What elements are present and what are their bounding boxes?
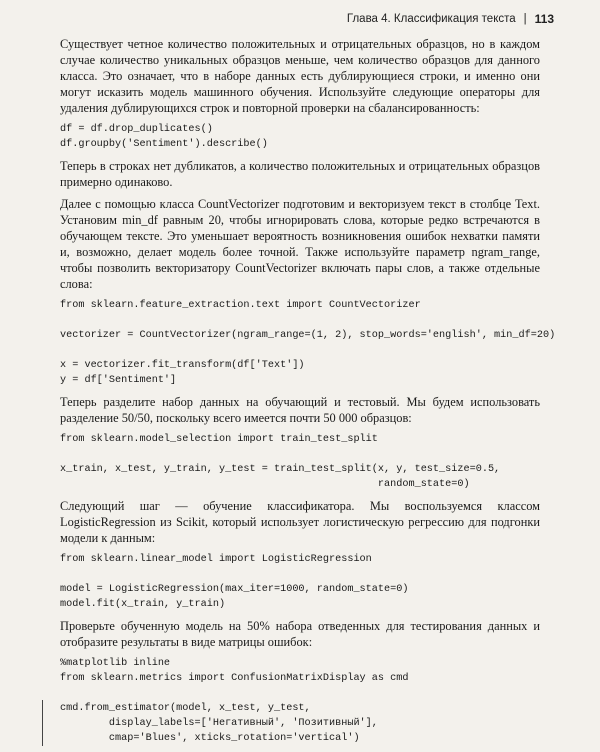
page-number: 113 [534,12,554,26]
margin-mark [42,700,43,746]
paragraph-split: Теперь разделите набор данных на обучающий и тестовый. Мы будем использовать разделение 50/50, поскольку всего имеется почти 50 000 образцов: [60,395,540,425]
page-body [60,36,556,752]
header-separator: | [523,13,527,25]
code-vectorizer: from sklearn.feature_extraction.text import CountVectorizer vectorizer = CountVectorizer(ngram_range=(1, 2), stop_words='english', min_df=20) x = vectorizer.fit_transform(df['Text']) y = df['Sentiment'] [60,300,556,386]
running-header [347,10,554,28]
code-confusion-matrix: %matplotlib inline from sklearn.metrics import ConfusionMatrixDisplay as cmd cmd.from_estimator(model, x_test, y_test, display_labels=['Негативный', 'Позитивный'], cmap='Blues', xticks_rotation='vertical') [60,658,409,744]
paragraph-confusion-matrix: Проверьте обученную модель на 50% набора отведенных для тестирования данных и отобразите результаты в виде матрицы ошибок: [60,619,540,649]
paragraph-duplicates: Существует четное количество положительных и отрицательных образцов, но в каждом случае количество уникальных образцов меньше, чем количество образцов для данного класса. Это означает, что в наборе данных есть дублирующиеся строки, и именно они могут исказить модель машинного обучения. Используйте следующие операторы для удаления дублирующихся строк и повторной проверки на сбалансированность: [60,37,540,115]
paragraph-countvectorizer: Далее с помощью класса CountVectorizer подготовим и векторизуем текст в столбце Text. Установим min_df равным 20, чтобы игнорировать слова, которые редко встречаются в обучающем тексте. Это уменьшает вероятность возникновения ошибок нехватки памяти и, возможно, делает модель более точной. Также используйте параметр ngram_range, чтобы позволить векторизатору CountVectorizer включать пары слов, а также отдельные слова: [60,197,540,291]
paragraph-classifier: Следующий шаг — обучение классификатора. Мы воспользуемся классом LogisticRegression из Scikit, который использует логистическую регрессию для подгонки модели к данным: [60,499,540,545]
paragraph-no-duplicates: Теперь в строках нет дубликатов, а количество положительных и отрицательных образцов примерно одинаково. [60,159,540,189]
chapter-title: Глава 4. Классификация текста [346,13,516,25]
code-train-test-split: from sklearn.model_selection import train_test_split x_train, x_test, y_train, y_test = train_test_split(x, y, test_size=0.5, random_state=0) [60,434,501,490]
code-logistic-regression: from sklearn.linear_model import LogisticRegression model = LogisticRegression(max_iter=1000, random_state=0) model.fit(x_train, y_train) [60,554,409,610]
code-drop-duplicates: df = df.drop_duplicates() df.groupby('Sentiment').describe() [60,124,268,150]
